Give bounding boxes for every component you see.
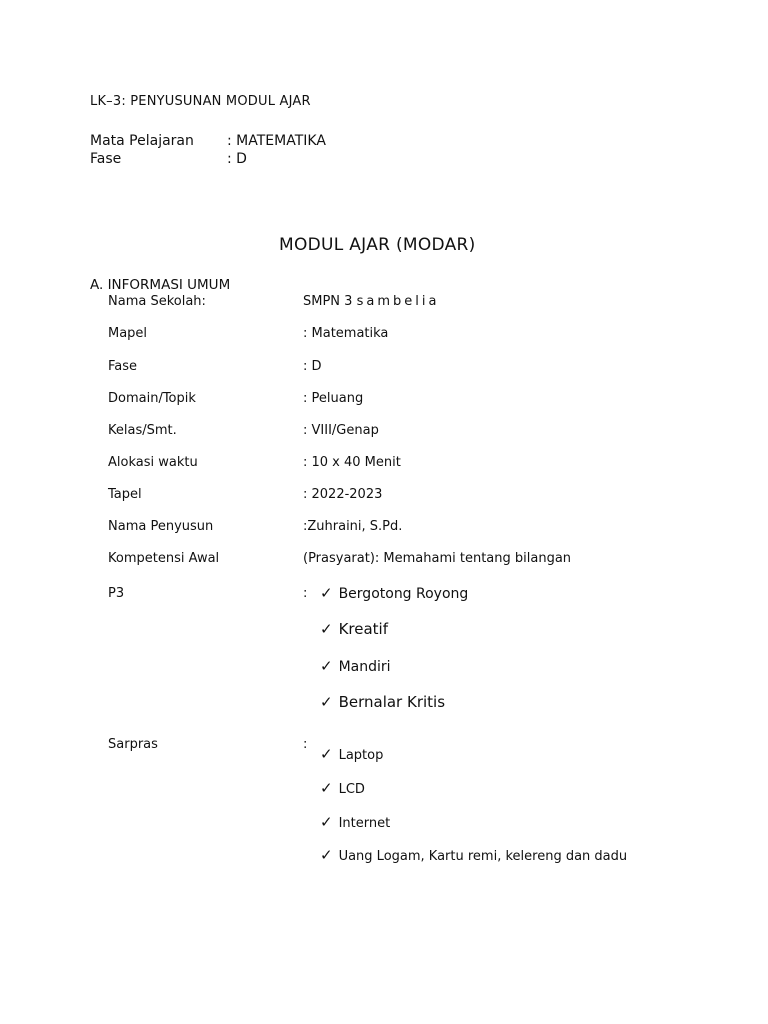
p3-label: P3: [108, 586, 125, 601]
field-value-alokasi: : 10 x 40 Menit: [303, 455, 401, 470]
field-label-kelas: Kelas/Smt.: [108, 423, 177, 438]
field-label-domain: Domain/Topik: [108, 391, 196, 406]
check-icon: ✓: [320, 846, 333, 864]
document-title: MODUL AJAR (MODAR): [279, 235, 476, 255]
field-value-fase: : D: [303, 359, 322, 374]
subject-value: : MATEMATIKA: [227, 133, 326, 149]
check-icon: ✓: [320, 745, 333, 763]
field-value-tapel: : 2022-2023: [303, 487, 383, 502]
sarpras-item: [320, 813, 390, 831]
subject-label: Mata Pelajaran: [90, 133, 194, 149]
sarpras-item: [320, 745, 383, 763]
worksheet-title: LK–3: PENYUSUNAN MODUL AJAR: [90, 94, 311, 109]
section-heading: A. INFORMASI UMUM: [90, 277, 231, 293]
p3-item-label: Bernalar Kritis: [338, 693, 446, 711]
p3-item: [320, 693, 445, 711]
field-value-kompetensi: (Prasyarat): Memahami tentang bilangan: [303, 551, 572, 566]
sarpras-colon: :: [303, 737, 308, 752]
sarpras-item-label: Uang Logam, Kartu remi, kelereng dan dadu: [338, 849, 628, 864]
field-value-domain: : Peluang: [303, 391, 364, 406]
field-label-alokasi: Alokasi waktu: [108, 455, 198, 470]
p3-item: [320, 657, 391, 675]
p3-item: [320, 620, 388, 638]
sarpras-item-label: Internet: [338, 816, 391, 831]
sarpras-label: Sarpras: [108, 737, 158, 752]
school-label: Nama Sekolah:: [108, 294, 206, 309]
sarpras-item-label: Laptop: [338, 748, 384, 763]
sarpras-item: [320, 846, 627, 864]
field-label-kompetensi: Kompetensi Awal: [108, 551, 220, 566]
field-label-tapel: Tapel: [108, 487, 142, 502]
field-label-mapel: Mapel: [108, 326, 148, 341]
check-icon: ✓: [320, 620, 333, 638]
phase-label: Fase: [90, 151, 122, 167]
sarpras-item: [320, 779, 365, 797]
check-icon: ✓: [320, 779, 333, 797]
check-icon: ✓: [320, 813, 333, 831]
check-icon: ✓: [320, 693, 333, 711]
field-value-penyusun: :Zuhraini, S.Pd.: [303, 519, 403, 534]
check-icon: ✓: [320, 584, 333, 602]
field-label-fase: Fase: [108, 359, 138, 374]
field-value-kelas: : VIII/Genap: [303, 423, 379, 438]
phase-value: : D: [227, 151, 247, 167]
school-value: [303, 294, 439, 309]
p3-item-label: Kreatif: [338, 620, 389, 638]
field-label-penyusun: Nama Penyusun: [108, 519, 214, 534]
p3-item: [320, 584, 468, 602]
field-value-mapel: : Matematika: [303, 326, 389, 341]
p3-item-label: Bergotong Royong: [338, 586, 469, 602]
p3-item-label: Mandiri: [338, 659, 391, 675]
school-prefix: SMPN 3: [303, 294, 357, 309]
school-name: sambelia: [356, 294, 440, 309]
check-icon: ✓: [320, 657, 333, 675]
sarpras-item-label: LCD: [338, 782, 365, 797]
p3-colon: :: [303, 586, 308, 601]
